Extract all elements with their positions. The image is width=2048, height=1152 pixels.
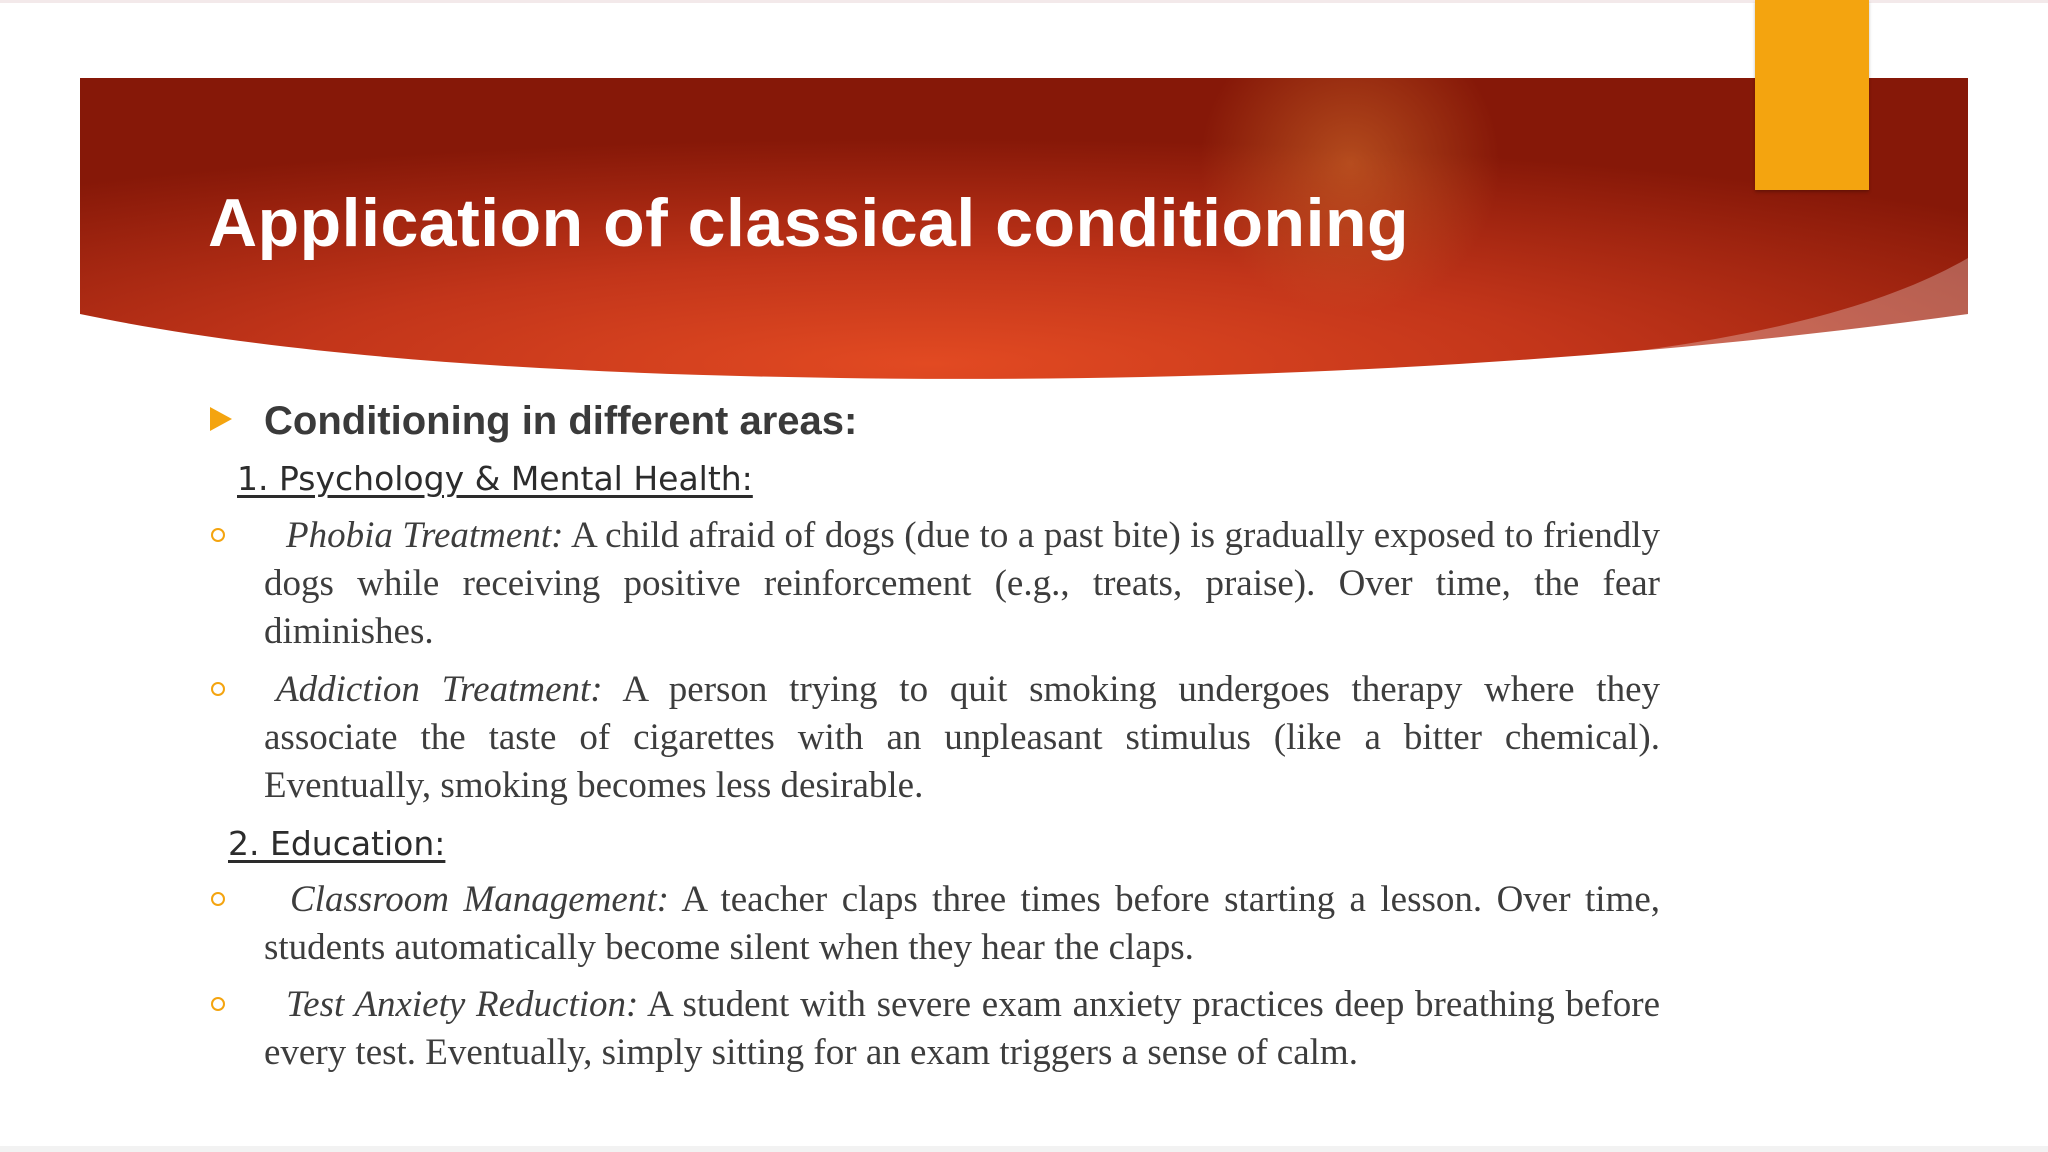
item-term: Test Anxiety Reduction: [286, 984, 639, 1025]
item-text: A teacher claps three times before starting a lesson. Over time, students automatically become silent when they hear the claps. [264, 879, 1660, 968]
content-heading: Conditioning in different areas: [264, 399, 858, 443]
item-text: A person trying to quit smoking undergoes therapy where they associate the taste of cigarettes with an unpleasant stimulus (like a bitter chemical). Eventually, smoking becomes less desirable. [264, 669, 1660, 806]
item-text: A student with severe exam anxiety practices deep breathing before every test. Eventually, simply sitting for an exam triggers a sense of calm. [264, 984, 1661, 1073]
item-text: A child afraid of dogs (due to a past bite) is gradually exposed to friendly dogs while receiving positive reinforcement (e.g., treats, praise). Over time, the fear diminishes. [264, 515, 1660, 652]
section-label: 2. Education: [228, 824, 446, 863]
ring-bullet-icon [211, 997, 225, 1011]
ring-bullet-icon [211, 528, 225, 542]
section-label: 1. Psychology & Mental Health: [237, 459, 753, 498]
list-item [264, 512, 1660, 656]
arrow-right-icon [210, 407, 232, 431]
ring-bullet-icon [211, 682, 225, 696]
item-term: Addiction Treatment: [276, 669, 603, 710]
item-term: Classroom Management: [290, 879, 669, 920]
bottom-border [0, 1146, 2048, 1152]
slide-title: Application of classical conditioning [208, 185, 1410, 261]
list-item [264, 876, 1660, 972]
ring-bullet-icon [211, 892, 225, 906]
list-item [264, 666, 1660, 810]
list-item [264, 981, 1660, 1077]
item-term: Phobia Treatment: [286, 515, 564, 556]
